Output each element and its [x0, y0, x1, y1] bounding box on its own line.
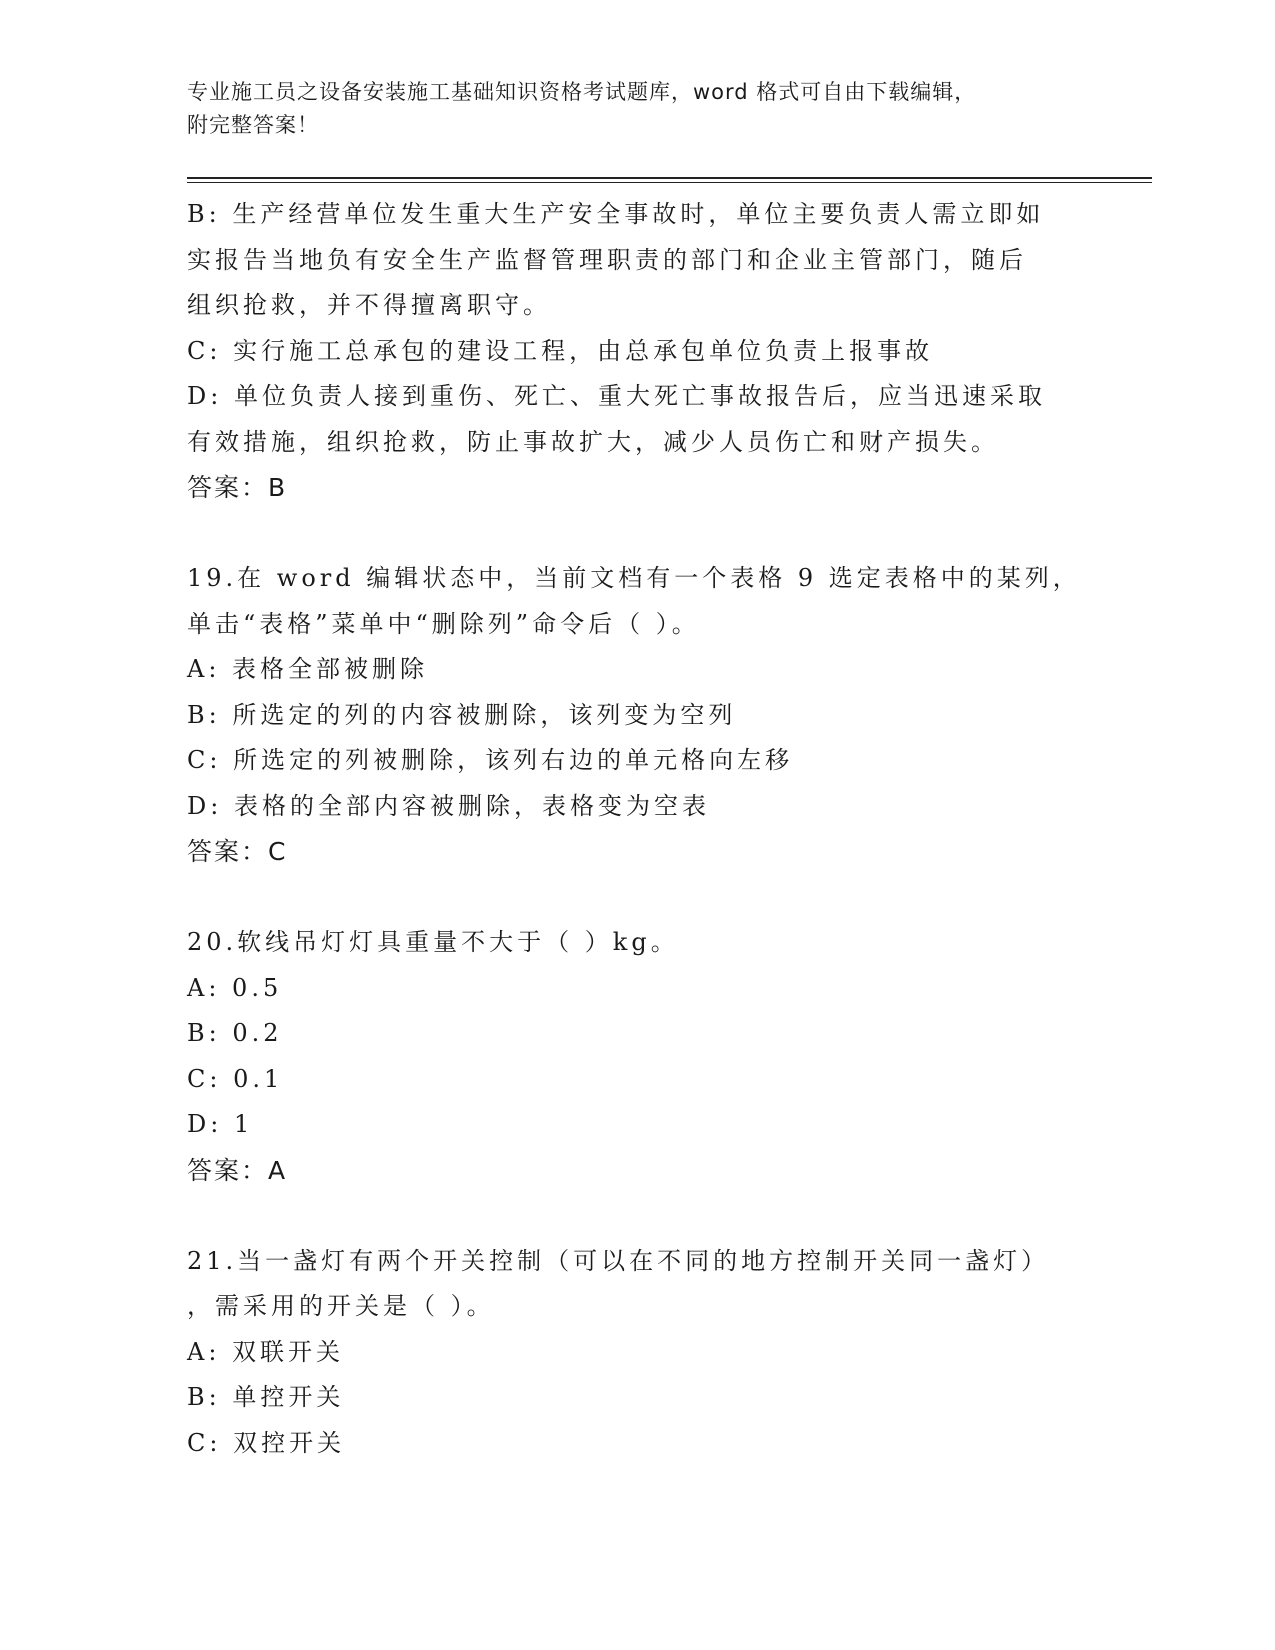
document-header [187, 76, 1067, 142]
option-c: C: 双控开关 [187, 1428, 346, 1457]
spacer [187, 875, 1087, 921]
option-line: 有效措施，组织抢救，防止事故扩大，减少人员伤亡和财产损失。 [187, 427, 999, 456]
option-line: 组织抢救，并不得擅离职守。 [187, 291, 551, 319]
question-stem-line: ，需采用的开关是（ ）。 [187, 1292, 495, 1320]
option-line: 实报告当地负有安全生产监督管理职责的部门和企业主管部门，随后 [187, 245, 1027, 274]
option-d: D: 1 [187, 1110, 254, 1138]
question-stem-line: 21.当一盏灯有两个开关控制（可以在不同的地方控制开关同一盏灯） [187, 1246, 1050, 1275]
option-b: B: 所选定的列的内容被删除，该列变为空列 [187, 700, 737, 729]
question-19 [187, 556, 1087, 875]
header-line-1: 专业施工员之设备安装施工基础知识资格考试题库，word 格式可自由下载编辑， [187, 80, 977, 104]
prev-question-answer: 答案：B [187, 473, 288, 502]
option-b: B: 单控开关 [187, 1383, 345, 1411]
option-a: A: 双联开关 [187, 1337, 345, 1366]
question-20 [187, 920, 1087, 1193]
prev-question-option-b [187, 192, 1087, 329]
option-a: A: 表格全部被删除 [187, 655, 429, 683]
option-c: C: 0.1 [187, 1064, 284, 1093]
question-21 [187, 1239, 1087, 1467]
question-stem-line: 20.软线吊灯灯具重量不大于（ ）kg。 [187, 928, 679, 956]
option-line: B: 生产经营单位发生重大生产安全事故时，单位主要负责人需立即如 [187, 200, 1045, 228]
header-divider-thick [187, 177, 1152, 179]
question-stem-line: 单击“表格”菜单中“删除列”命令后（ ）。 [187, 609, 700, 638]
spacer [187, 511, 1087, 557]
question-stem-line: 19.在 word 编辑状态中，当前文档有一个表格 9 选定表格中的某列， [187, 564, 1081, 592]
question-answer: 答案：A [187, 1155, 288, 1185]
option-c: C: 所选定的列被删除，该列右边的单元格向左移 [187, 746, 794, 774]
prev-question-option-c: C: 实行施工总承包的建设工程，由总承包单位负责上报事故 [187, 336, 934, 365]
spacer [187, 1193, 1087, 1239]
prev-question-option-d [187, 374, 1087, 465]
option-a: A: 0.5 [187, 973, 283, 1002]
option-b: B: 0.2 [187, 1019, 283, 1047]
header-line-2: 附完整答案！ [187, 113, 319, 137]
header-divider-thin [187, 182, 1152, 183]
document-body [187, 192, 1087, 1466]
option-line: D: 单位负责人接到重伤、死亡、重大死亡事故报告后，应当迅速采取 [187, 382, 1046, 410]
question-answer: 答案：C [187, 837, 288, 866]
option-d: D: 表格的全部内容被删除，表格变为空表 [187, 791, 710, 820]
